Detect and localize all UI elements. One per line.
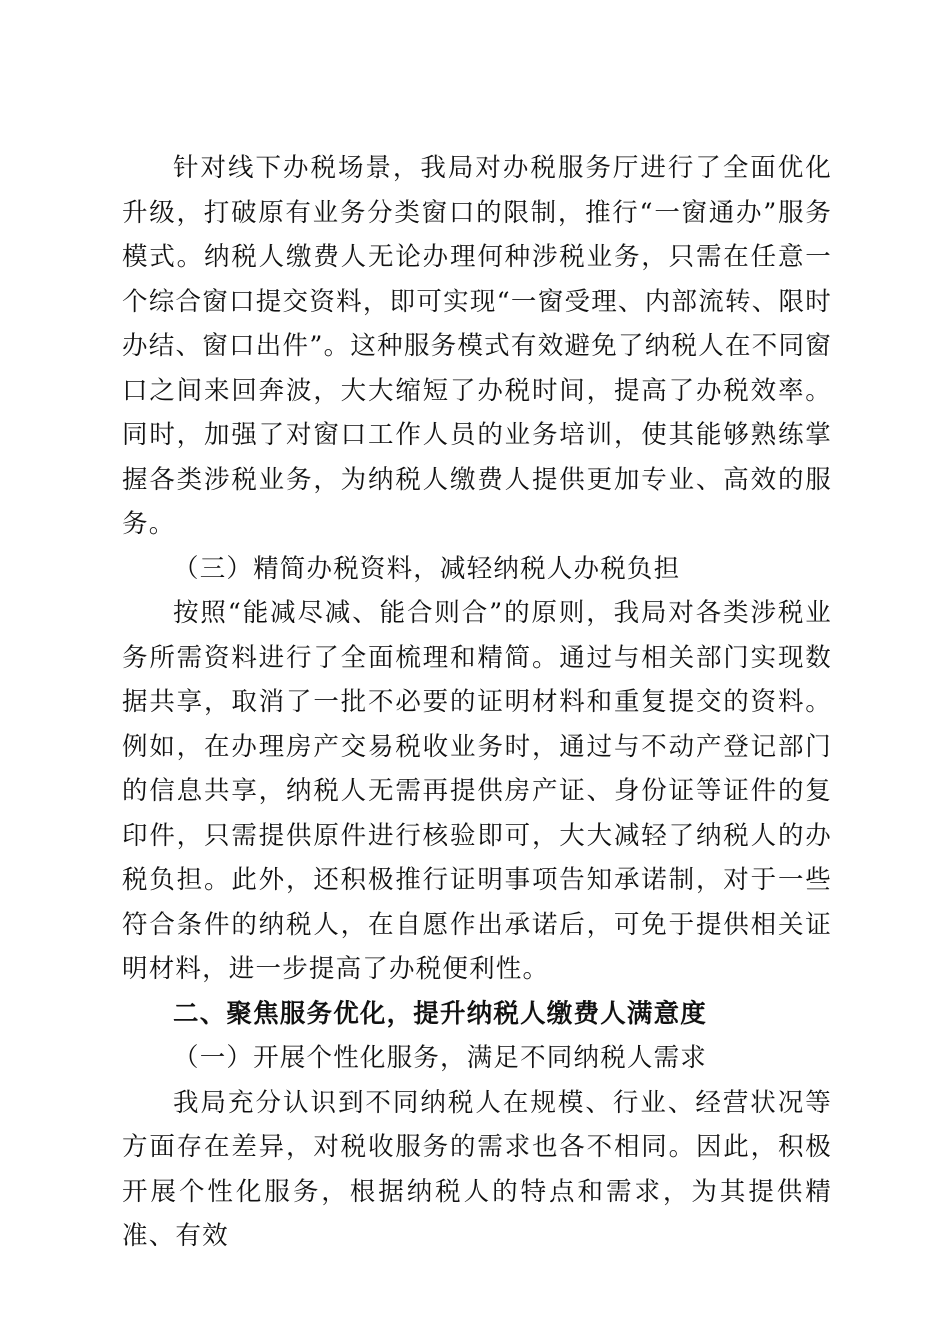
subheading-personalized-service: （一）开展个性化服务，满足不同纳税人需求 xyxy=(173,1043,708,1073)
paragraph-personalized-service: 我局充分认识到不同纳税人在规模、行业、经营状况等方面存在差异，对税收服务的需求也各不相同。因此，积极开展个性化服务，根据纳税人的特点和需求，为其提供精准、有效 xyxy=(122,1087,832,1251)
subheading-simplify-materials: （三）精简办税资料，减轻纳税人办税负担 xyxy=(173,553,681,584)
section-heading-service-optimization: 二、聚焦服务优化，提升纳税人缴费人满意度 xyxy=(173,998,708,1029)
document-body xyxy=(122,146,832,1259)
paragraph-simplify-materials: 按照“能减尽减、能合则合”的原则，我局对各类涉税业务所需资料进行了全面梳理和精简。通过与相关部门实现数据共享，取消了一批不必要的证明材料和重复提交的资料。例如，在办理房产交易税收业务时，通过与不动产登记部门的信息共享，纳税人无需再提供房产证、身份证等证件的复印件，只需提供原件进行核验即可，大大减轻了纳税人的办税负担。此外，还积极推行证明事项告知承诺制，对于一些符合条件的纳税人，在自愿作出承诺后，可免于提供相关证明材料，进一步提高了办税便利性。 xyxy=(122,598,832,984)
paragraph-offline-service: 针对线下办税场景，我局对办税服务厅进行了全面优化升级，打破原有业务分类窗口的限制，推行“一窗通办”服务模式。纳税人缴费人无论办理何种涉税业务，只需在任意一个综合窗口提交资料，即可实现“一窗受理、内部流转、限时办结、窗口出件”。这种服务模式有效避免了纳税人在不同窗口之间来回奔波，大大缩短了办税时间，提高了办税效率。同时，加强了对窗口工作人员的业务培训，使其能够熟练掌握各类涉税业务，为纳税人缴费人提供更加专业、高效的服务。 xyxy=(122,153,832,539)
